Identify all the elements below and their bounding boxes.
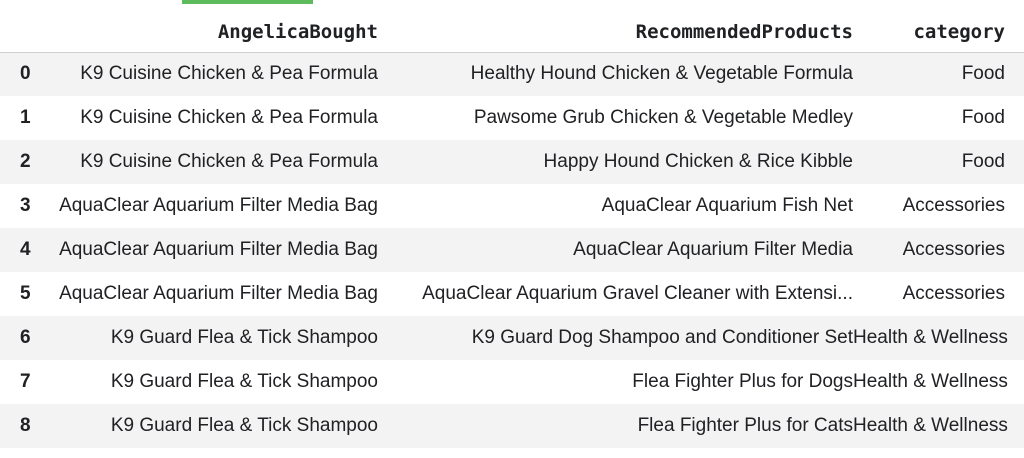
- table-row: [0, 184, 1024, 228]
- cell-angelica-bought: K9 Cuisine Chicken & Pea Formula: [80, 151, 378, 172]
- column-header-angelica-bought: AngelicaBought: [40, 0, 378, 52]
- table-row: [0, 96, 1024, 140]
- green-accent-bar: [182, 0, 313, 4]
- cell-angelica-bought: AquaClear Aquarium Filter Media Bag: [59, 239, 378, 260]
- cell-angelica-bought: K9 Guard Flea & Tick Shampoo: [110, 371, 378, 392]
- table-row: [0, 404, 1024, 448]
- table-row: [0, 360, 1024, 404]
- row-index: 5: [20, 283, 31, 304]
- table-body: [0, 52, 1024, 448]
- row-index: 2: [20, 151, 31, 172]
- row-index: 3: [20, 195, 31, 216]
- cell-recommended-products: Flea Fighter Plus for Cats: [637, 415, 853, 436]
- cell-category: Health & Wellness: [853, 327, 1008, 348]
- cell-recommended-products: Healthy Hound Chicken & Vegetable Formula: [470, 63, 853, 85]
- row-index: 7: [20, 371, 31, 392]
- table-header: [0, 0, 1024, 52]
- cell-category: Accessories: [902, 195, 1005, 216]
- cell-category: Food: [961, 63, 1005, 85]
- cell-angelica-bought: K9 Cuisine Chicken & Pea Formula: [80, 63, 378, 85]
- cell-category: Accessories: [902, 283, 1005, 304]
- header-row: [0, 0, 1024, 52]
- column-header-recommended-products: RecommendedProducts: [378, 0, 853, 52]
- cell-recommended-products: AquaClear Aquarium Gravel Cleaner with Extensi...: [422, 283, 853, 304]
- cell-category: Food: [961, 151, 1005, 172]
- cell-category: Health & Wellness: [853, 371, 1008, 392]
- cell-category: Food: [961, 107, 1005, 128]
- cell-recommended-products: AquaClear Aquarium Fish Net: [601, 195, 853, 216]
- table-row: [0, 140, 1024, 184]
- row-index: 0: [20, 63, 31, 85]
- row-index: 8: [20, 415, 31, 436]
- cell-category: Accessories: [902, 239, 1005, 260]
- column-header-category: category: [853, 0, 1024, 52]
- cell-recommended-products: Pawsome Grub Chicken & Vegetable Medley: [473, 107, 853, 128]
- cell-angelica-bought: AquaClear Aquarium Filter Media Bag: [59, 283, 378, 304]
- index-column-header: [0, 0, 40, 52]
- cell-angelica-bought: AquaClear Aquarium Filter Media Bag: [59, 195, 378, 216]
- cell-angelica-bought: K9 Guard Flea & Tick Shampoo: [110, 327, 378, 348]
- table-row: [0, 272, 1024, 316]
- cell-recommended-products: Happy Hound Chicken & Rice Kibble: [543, 151, 853, 172]
- cell-angelica-bought: K9 Cuisine Chicken & Pea Formula: [80, 107, 378, 128]
- table-row: [0, 316, 1024, 360]
- row-index: 1: [20, 107, 31, 128]
- cell-recommended-products: K9 Guard Dog Shampoo and Conditioner Set: [471, 327, 853, 348]
- table-row: [0, 228, 1024, 272]
- cell-category: Health & Wellness: [853, 415, 1008, 436]
- table-row: [0, 52, 1024, 96]
- cell-recommended-products: Flea Fighter Plus for Dogs: [632, 371, 853, 392]
- cell-angelica-bought: K9 Guard Flea & Tick Shampoo: [110, 415, 378, 436]
- row-index: 4: [20, 239, 31, 260]
- cell-recommended-products: AquaClear Aquarium Filter Media: [573, 239, 853, 260]
- row-index: 6: [20, 327, 31, 348]
